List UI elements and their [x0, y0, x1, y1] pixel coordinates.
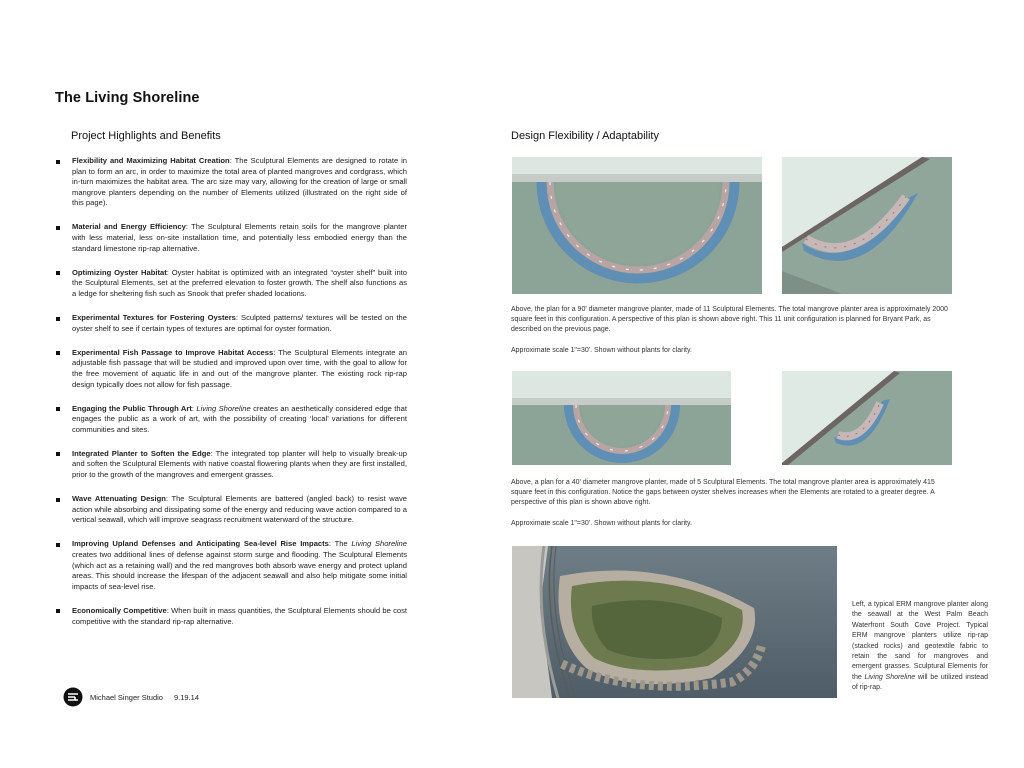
photo-side-caption: Left, a typical ERM mangrove planter along the seawall at the West Palm Beach Waterfront South Cove Project. Typical ERM mangrove planters utilize rip-rap (stacked rocks) and geotextile fabric to retain the sand for mangroves and emergent grasses. Sculptural Elements for the Living Shoreline will be utilized instead of rip-rap.	[852, 601, 988, 692]
highlight-item	[55, 268, 407, 300]
studio-name: Michael Singer Studio	[90, 693, 163, 702]
highlight-text-pre: : The	[328, 539, 352, 549]
section-title-design: Design Flexibility / Adaptability	[511, 130, 659, 142]
document-date: 9.19.14	[174, 693, 200, 702]
plan-40ft-scale: Approximate scale 1"=30'. Shown without plants for clarity.	[511, 520, 692, 527]
section-title-highlights: Project Highlights and Benefits	[71, 130, 221, 142]
highlight-heading: Flexibility and Maximizing Habitat Creation	[72, 156, 230, 165]
highlight-heading: Experimental Fish Passage to Improve Habitat Access	[72, 347, 274, 357]
plan-40ft-caption: Above, a plan for a 40' diameter mangrove planter, made of 5 Sculptural Elements. The total mangrove planter area is approximately 415 square feet in this configuration. Notice the gaps between oyster shelves increases when the Elements are rotated to a greater degree. A perspective of this plan is shown above right.	[511, 479, 935, 506]
plan-90ft-caption: Above, the plan for a 90' diameter mangrove planter, made of 11 Sculptural Elements. The total mangrove planter area is approximately 2000 square feet in this configuration. A perspective of this plan is shown above right. This 11 unit configuration is planned for Bryant Park, as described on the previous page.	[511, 306, 948, 333]
highlights-list	[55, 156, 407, 641]
highlight-heading: Economically Competitive	[72, 605, 167, 615]
plan-90ft-image	[512, 157, 762, 294]
highlight-heading: Wave Attenuating Design	[72, 494, 166, 504]
highlight-heading: Experimental Textures for Fostering Oysters	[72, 313, 236, 323]
highlight-item	[55, 404, 407, 436]
highlight-text: : The Sculptural Elements are battered (angled back) to resist wave action while absorbing and dissipating some of the energy and reducing wave action compared to a vertical seawall, which will improve seagrass recruitment waterward of the structure.	[72, 494, 407, 525]
highlight-italic: Living Shoreline	[351, 539, 407, 549]
highlight-text: : Sculpted patterns/ textures will be tested on the oyster shelf to see if certain types of textures are optimal for oyster formation.	[72, 313, 407, 333]
highlight-text: : Oyster habitat is optimized with an integrated “oyster shelf” built into the Sculptural Elements, set at the preferred elevation to foster growth. The shelf also functions as a ledge for sheltering fish such as Snook that prefer shaded locations.	[72, 267, 408, 298]
highlight-heading: Integrated Planter to Soften the Edge	[72, 448, 211, 458]
highlight-text: : The Sculptural Elements integrate an adjustable fish passage that will be studied and improved upon over time, with the goal to allow for the free movement of aquatic life in and out of the mangrove planter. The existing rock rip-rap design typically does not allow for fish passage.	[72, 347, 407, 389]
highlight-item	[55, 449, 407, 481]
document-title: The Living Shoreline	[55, 90, 200, 106]
highlight-text: : The Sculptural Elements are designed to rotate in plan to form an arc, in order to maximize the total area of planted mangroves and cordgrass, which in-turn maximizes the habitat area. The arc size may vary, allowing for the creation of large or small mangrove planters depending on the number of Elements utilized (illustrated on the right side of this page).	[72, 156, 407, 208]
highlight-item	[55, 222, 407, 254]
highlight-heading: Engaging the Public Through Art	[72, 403, 192, 413]
studio-logo-icon	[63, 687, 83, 707]
highlight-heading: Optimizing Oyster Habitat	[72, 267, 167, 277]
highlight-item	[55, 348, 407, 390]
plan-90ft-scale: Approximate scale 1"=30'. Shown without plants for clarity.	[511, 347, 692, 354]
perspective-40ft-image	[782, 371, 952, 465]
highlight-item	[55, 606, 407, 627]
highlight-text-pre: :	[191, 403, 197, 413]
highlight-text: : The integrated top planter will help to visually break-up and soften the Sculptural Elements with native coastal flowering plants when they are first installed, prior to the growth of the mangroves and emergent grasses.	[72, 448, 408, 480]
highlight-text: creates an aesthetically considered edge that engages the public as a work of art, with the possibility of creating ‘local’ variations for different communities and sites.	[72, 403, 407, 434]
highlight-item	[55, 539, 407, 592]
plan-40ft-image	[512, 371, 731, 465]
highlight-item	[55, 313, 407, 334]
highlight-text: : When built in mass quantities, the Sculptural Elements should be cost competitive with the standard rip-rap alternative.	[72, 605, 408, 626]
highlight-item	[55, 156, 407, 209]
erm-mangrove-planter-photo	[512, 546, 837, 698]
highlight-heading: Improving Upland Defenses and Anticipating Sea-level Rise Impacts	[72, 539, 329, 549]
highlight-text: : The Sculptural Elements retain soils for the mangrove planter with less material, less on-site installation time, and potentially less embodied energy than the standard limestone rip-rap alternative.	[72, 222, 407, 253]
perspective-90ft-image	[782, 157, 952, 294]
highlight-italic: Living Shoreline	[196, 403, 251, 413]
highlight-item	[55, 494, 407, 526]
highlight-heading: Material and Energy Efficiency	[72, 222, 186, 232]
highlight-text: creates two additional lines of defense against storm surge and flooding. The Sculptural Elements (which act as a retaining wall) and the red mangroves both absorb wave energy and protect upland areas. This should increase the lifespan of the adjacent seawall and also help mitigate some initial impacts of sea-level rise.	[72, 550, 407, 591]
